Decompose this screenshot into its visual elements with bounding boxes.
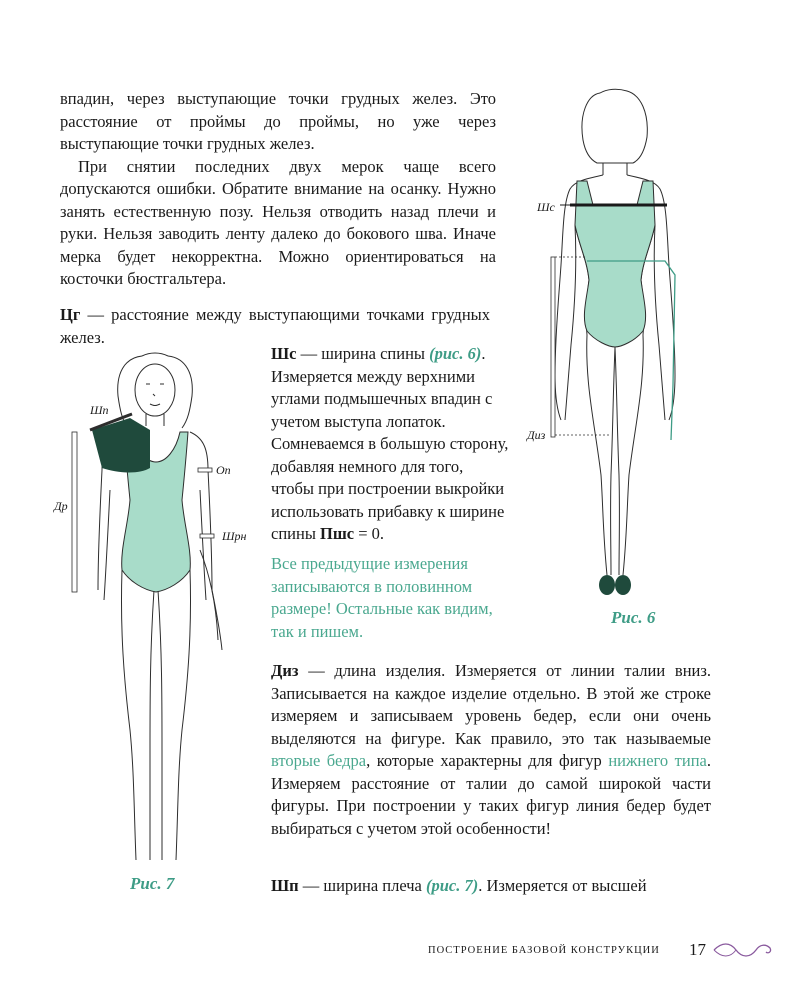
op-label: Оп bbox=[216, 463, 231, 477]
shs-tail: = 0. bbox=[354, 524, 385, 543]
tsg-text: — расстояние между выступающими точками грудных желез. bbox=[60, 305, 490, 347]
ornament-icon bbox=[712, 940, 774, 960]
shp-figure-ref: (рис. 7) bbox=[426, 876, 479, 895]
shp-label: Шп bbox=[90, 403, 109, 417]
page-number: 17 bbox=[689, 940, 706, 959]
lower-type-term: нижнего типа bbox=[608, 751, 707, 770]
figure-7-front-view bbox=[50, 350, 265, 870]
shrn-label: Шрн bbox=[222, 529, 247, 543]
second-hips-term: вторые бедра bbox=[271, 751, 367, 770]
shp-definition bbox=[271, 875, 711, 898]
shs-label: Шс bbox=[537, 200, 555, 214]
shs-figure-ref: (рис. 6) bbox=[429, 344, 482, 363]
shp-dash: — ширина плеча bbox=[298, 876, 427, 895]
diz-text-2: , которые характерны для фигур bbox=[366, 751, 609, 770]
shs-term: Шс bbox=[271, 344, 297, 363]
figure-6-back-view bbox=[515, 85, 715, 605]
diz-text-1: — длина изделия. Измеряется от линии талии вниз. Записывается на каждое изделие отдельно. В этой же строке измеряем и записываем уровень бедер, если они очень выделяются на фигуре. Как правило, это так называемые bbox=[271, 661, 711, 748]
figure-7-caption: Рис. 7 bbox=[130, 874, 175, 893]
intro-paragraph-1: впадин, через выступающие точки грудных желез. Это расстояние от проймы до проймы, но уже через выступающие точки грудных желез. bbox=[60, 89, 496, 153]
intro-text bbox=[60, 88, 496, 291]
diz-text-3: . Измеряем расстояние от талии до самой широкой части фигуры. При построении у таких фигур линия бедер будет выбираться с учетом этой особенности! bbox=[271, 751, 711, 838]
shs-term-2: Пшс bbox=[320, 524, 355, 543]
diz-definition bbox=[271, 660, 711, 840]
shp-term: Шп bbox=[271, 876, 299, 895]
half-size-note: Все предыдущие измерения записываются в половинном размере! Остальные как видим, так и пишем. bbox=[271, 554, 493, 641]
head-outline bbox=[582, 89, 647, 163]
shs-definition bbox=[271, 343, 509, 546]
figure-6-caption: Рис. 6 bbox=[611, 608, 656, 627]
shp-text: . Измеряется от высшей bbox=[478, 876, 647, 895]
shs-text: . Измеряется между верхними углами подмышечных впадин с учетом выступа лопаток. Сомневаемся в большую сторону, добавляя немного для того, чтобы при построении выкройки использовать прибавку к ширине спины bbox=[271, 344, 509, 543]
diz-term: Диз bbox=[271, 661, 299, 680]
diz-label: Диз bbox=[527, 428, 546, 442]
dr-label: Др bbox=[54, 499, 68, 513]
footer-section-title: ПОСТРОЕНИЕ БАЗОВОЙ КОНСТРУКЦИИ bbox=[428, 945, 660, 956]
intro-paragraph-2: При снятии последних двух мерок чаще всего допускаются ошибки. Обратите внимание на осанку. Нужно занять естественную позу. Нельзя отводить назад плечи и руки. Нельзя заводить ленту далеко до бокового шва. Иначе мерка будет некорректна. Можно ориентироваться на косточки бюстгальтера. bbox=[60, 156, 496, 288]
shs-dash: — ширина спины bbox=[296, 344, 430, 363]
tsg-term: Цг bbox=[60, 305, 81, 324]
